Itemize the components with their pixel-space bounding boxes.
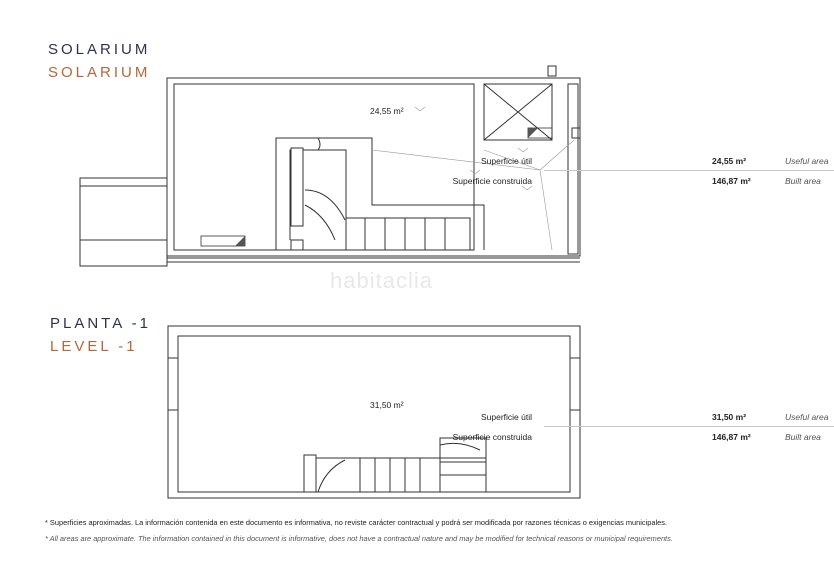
level-room-area: 31,50 m² <box>370 400 404 410</box>
built-area-value: 146,87 m² <box>712 432 751 442</box>
solarium-room-area: 24,55 m² <box>370 106 404 116</box>
solarium-title-es: SOLARIUM <box>48 41 151 58</box>
built-area-label-en: Built area <box>785 176 821 186</box>
level-title-en: LEVEL -1 <box>50 338 138 355</box>
useful-area-value: 31,50 m² <box>712 412 747 422</box>
built-area-label: Superficie construida <box>452 176 532 186</box>
built-area-label: Superficie construida <box>452 432 532 442</box>
built-area-value: 146,87 m² <box>712 176 751 186</box>
divider <box>544 426 834 427</box>
useful-area-value: 24,55 m² <box>712 156 747 166</box>
useful-area-label-en: Useful area <box>785 412 829 422</box>
level-title-es: PLANTA -1 <box>50 315 151 332</box>
useful-area-label-en: Useful area <box>785 156 829 166</box>
built-area-label-en: Built area <box>785 432 821 442</box>
useful-area-label: Superficie útil <box>480 412 532 422</box>
disclaimer-es: * Superficies aproximadas. La información contenida en este documento es informativa, no reviste carácter contractual y podrá ser modificada por razones técnicas o exigencias municipales. <box>45 518 667 527</box>
watermark-logo: habitaclia <box>330 268 433 293</box>
useful-area-label: Superficie útil <box>480 156 532 166</box>
disclaimer-en: * All areas are approximate. The information contained in this document is informative, does not have a contractual nature and may be modified for technical reasons or municipal requirements. <box>45 534 673 543</box>
solarium-title-en: SOLARIUM <box>48 64 151 81</box>
